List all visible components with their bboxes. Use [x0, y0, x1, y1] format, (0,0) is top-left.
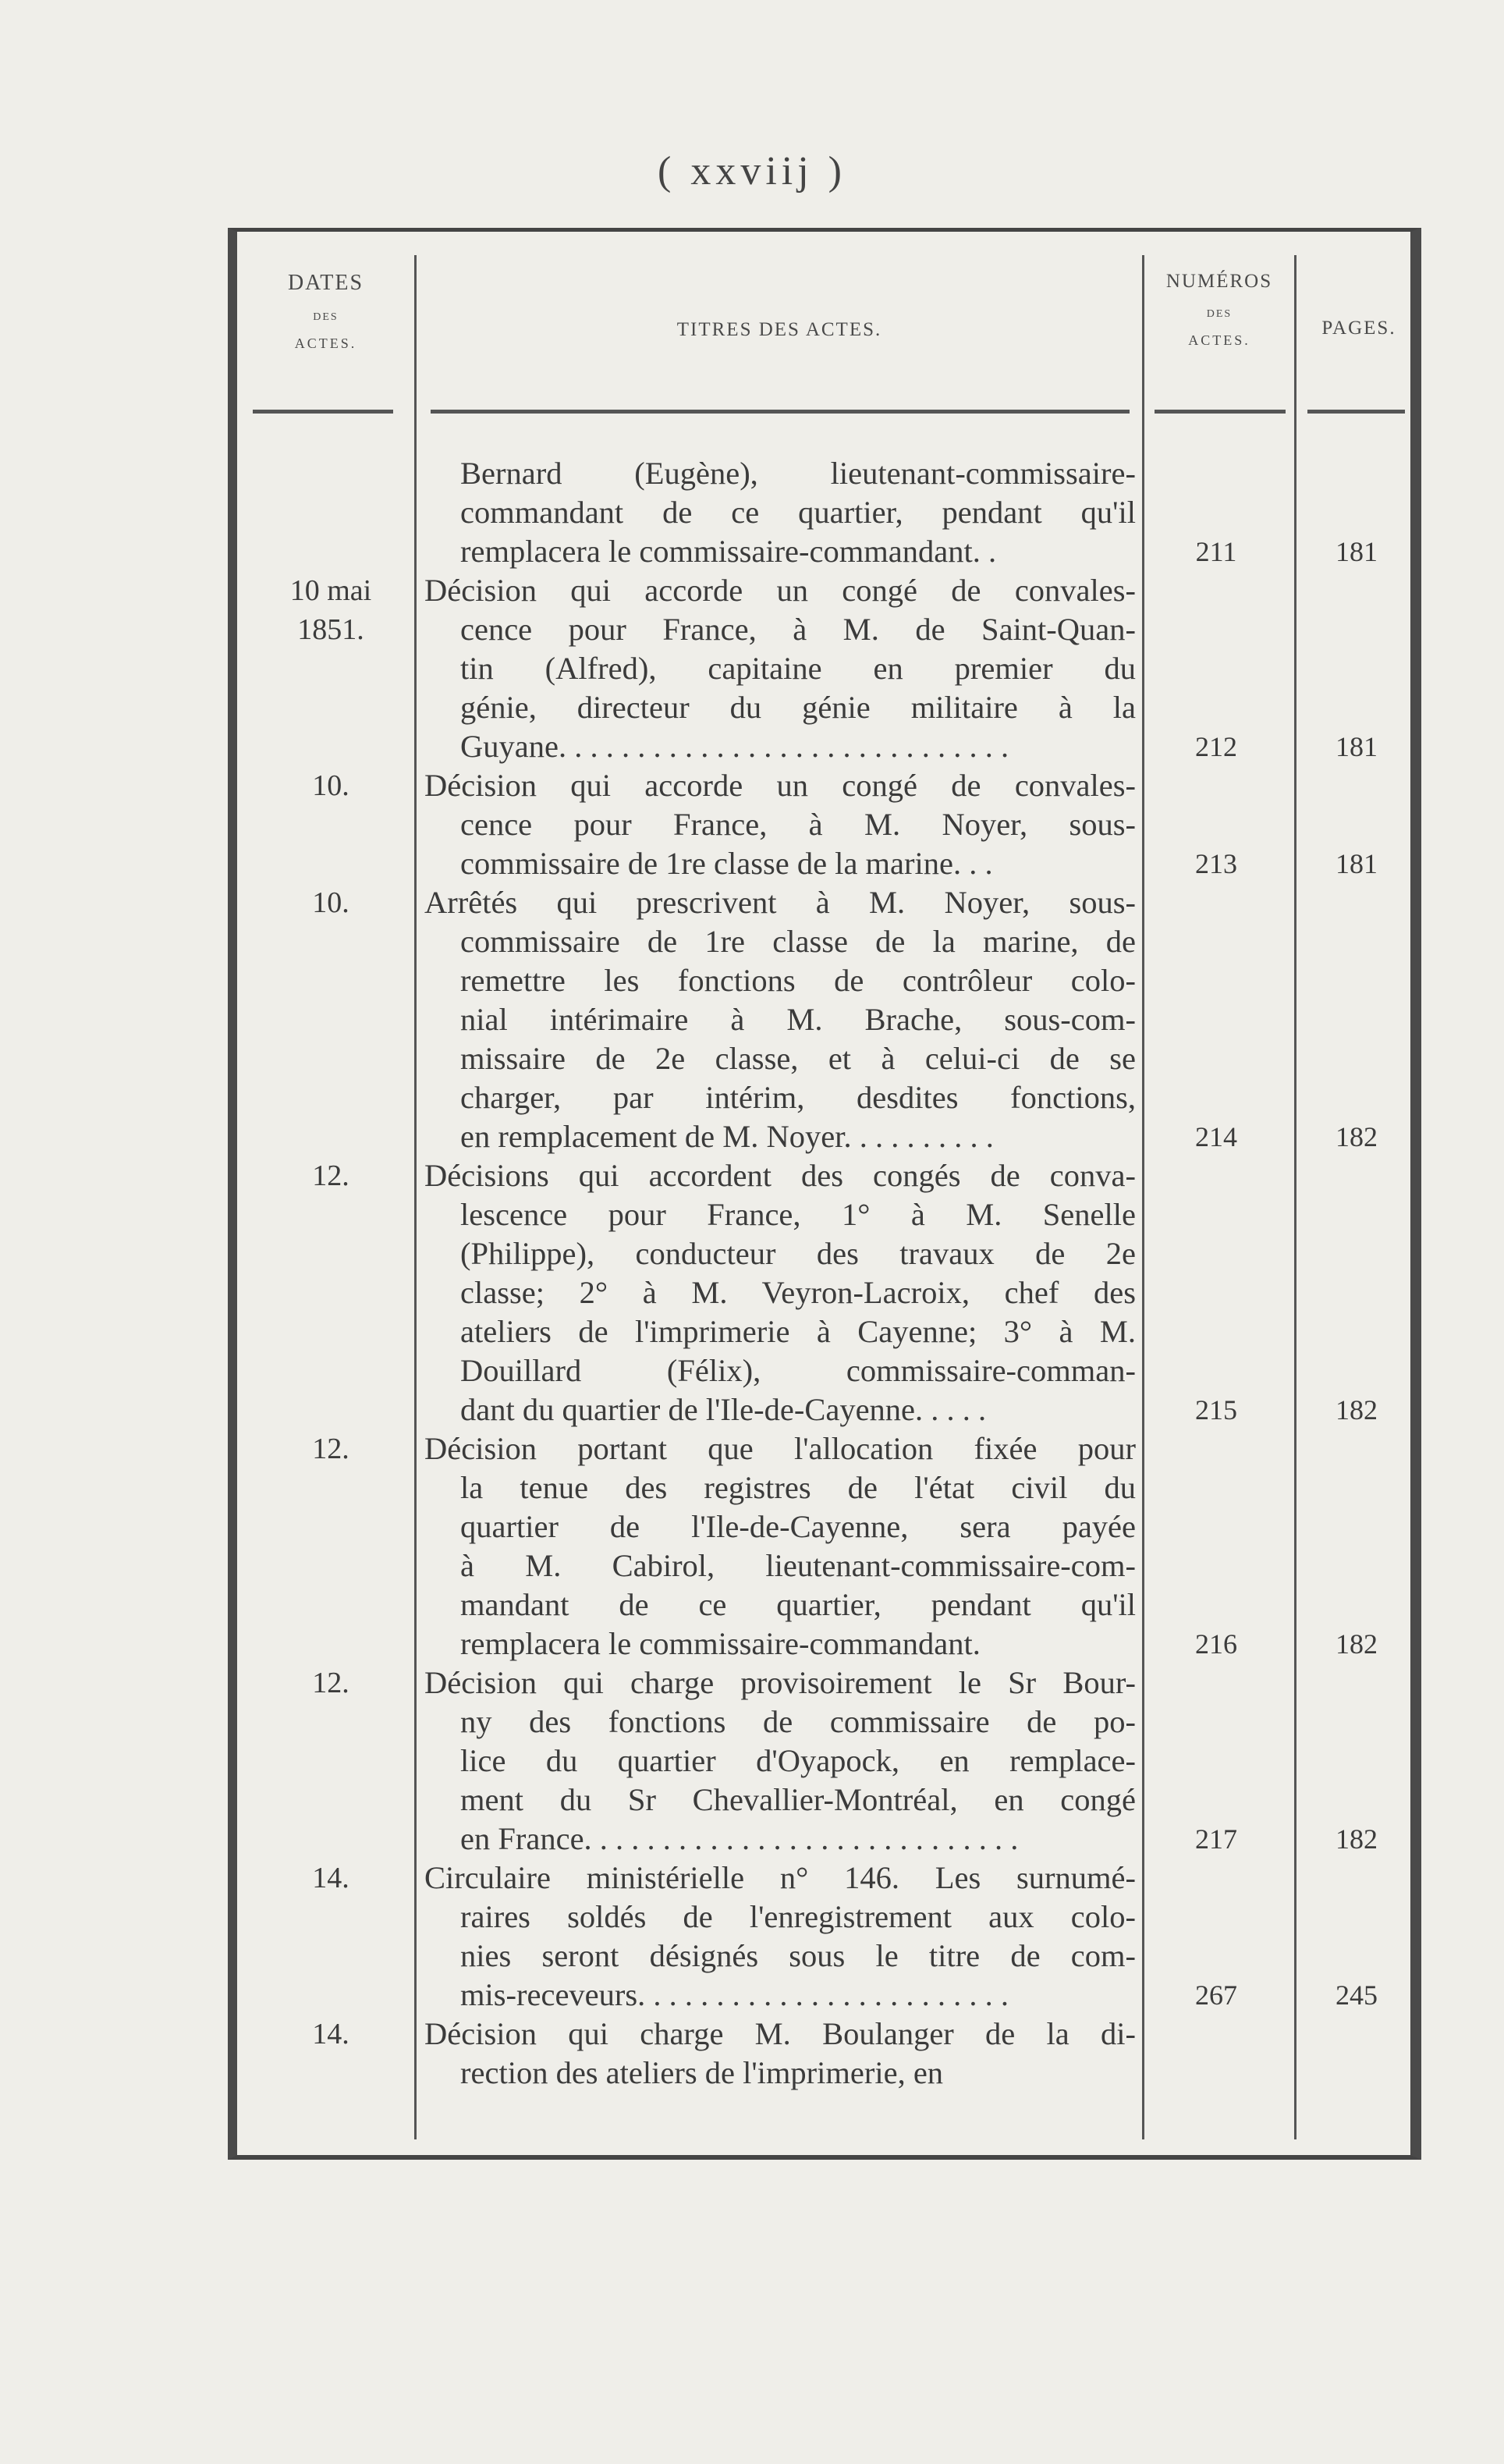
- header-dates: [237, 271, 414, 352]
- act-title-line: nial intérimaire à M. Brache, sous-com-: [460, 1002, 1136, 1037]
- register-table: [228, 228, 1421, 2160]
- act-title-line: dant du quartier de l'Ile-de-Cayenne. . . . .: [460, 1392, 987, 1427]
- act-title-line: commandant de ce quartier, pendant qu'il: [460, 495, 1136, 530]
- header-rule-dates: [253, 410, 393, 414]
- act-title-line: génie, directeur du génie militaire à la: [460, 690, 1136, 725]
- act-title-line: ny des fonctions de commissaire de po-: [460, 1704, 1136, 1739]
- act-number: 215: [1195, 1394, 1237, 1425]
- header-pages-text: PAGES.: [1321, 318, 1396, 339]
- act-title-line: cence pour France, à M. de Saint-Quan-: [460, 612, 1136, 647]
- act-number: 216: [1195, 1628, 1237, 1660]
- act-title-line: Décision qui charge provisoirement le Sr Bour-: [424, 1665, 1136, 1700]
- act-title-line: Guyane. . . . . . . . . . . . . . . . . . . . . . . . . . . . .: [460, 729, 1009, 764]
- act-page: 182: [1336, 1121, 1378, 1152]
- act-title-line: lice du quartier d'Oyapock, en remplace-: [460, 1743, 1136, 1778]
- header-titles: [417, 319, 1142, 341]
- act-title-line: raires soldés de l'enregistrement aux colo-: [460, 1899, 1136, 1934]
- act-number: 212: [1195, 731, 1237, 762]
- act-page: 181: [1336, 536, 1378, 567]
- act-date: 14.: [312, 2018, 349, 2050]
- header-dates-sub2: ACTES.: [294, 336, 357, 351]
- header-numbers: [1144, 271, 1294, 349]
- act-title-line: Décision qui accorde un congé de convales-: [424, 768, 1136, 803]
- act-date: 1851.: [297, 613, 364, 646]
- act-page: 181: [1336, 731, 1378, 762]
- act-title-line: la tenue des registres de l'état civil du: [460, 1470, 1136, 1505]
- header-numbers-sub: des: [1206, 304, 1233, 321]
- act-title-line: commissaire de 1re classe de la marine. . .: [460, 846, 993, 881]
- act-number: 267: [1195, 1979, 1237, 2011]
- act-title-line: Arrêtés qui prescrivent à M. Noyer, sous-: [424, 885, 1136, 920]
- act-title-line: mandant de ce quartier, pendant qu'il: [460, 1587, 1136, 1622]
- act-date: 12.: [312, 1433, 349, 1465]
- act-title-line: Décision portant que l'allocation fixée pour: [424, 1431, 1136, 1466]
- act-title-line: Décision qui accorde un congé de convales-: [424, 573, 1136, 608]
- act-title-line: quartier de l'Ile-de-Cayenne, sera payée: [460, 1509, 1136, 1544]
- act-title-line: remettre les fonctions de contrôleur colo-: [460, 963, 1136, 998]
- header-dates-main: DATES: [287, 271, 364, 295]
- act-title-line: remplacera le commissaire-commandant. .: [460, 534, 997, 569]
- act-title-line: nies seront désignés sous le titre de com-: [460, 1938, 1136, 1973]
- act-title-line: charger, par intérim, desdites fonctions,: [460, 1080, 1136, 1115]
- act-number: 214: [1195, 1121, 1237, 1152]
- act-title-line: ment du Sr Chevallier-Montréal, en congé: [460, 1782, 1136, 1817]
- page-header: ( xxviij ): [658, 149, 846, 193]
- act-date: 12.: [312, 1159, 349, 1192]
- act-title-line: commissaire de 1re classe de la marine, de: [460, 924, 1136, 959]
- act-date: 10.: [312, 886, 349, 919]
- header-numbers-main: NUMÉROS: [1165, 271, 1273, 292]
- act-title-line: en France. . . . . . . . . . . . . . . . . . . . . . . . . . . .: [460, 1821, 1019, 1856]
- act-page: 182: [1336, 1823, 1378, 1855]
- act-title-line: tin (Alfred), capitaine en premier du: [460, 651, 1136, 686]
- act-title-line: remplacera le commissaire-commandant.: [460, 1626, 981, 1661]
- header-pages: [1296, 318, 1421, 339]
- act-title-line: Bernard (Eugène), lieutenant-commissaire-: [460, 456, 1136, 491]
- act-title-line: lescence pour France, 1° à M. Senelle: [460, 1197, 1136, 1232]
- act-date: 10.: [312, 769, 349, 802]
- act-number: 213: [1195, 848, 1237, 879]
- act-page: 181: [1336, 848, 1378, 879]
- act-date: 12.: [312, 1667, 349, 1699]
- header-rule-pages: [1307, 410, 1405, 414]
- act-page: 182: [1336, 1628, 1378, 1660]
- act-page: 182: [1336, 1394, 1378, 1425]
- act-title-line: en remplacement de M. Noyer. . . . . . . . . .: [460, 1119, 994, 1154]
- act-title-line: à M. Cabirol, lieutenant-commissaire-com-: [460, 1548, 1136, 1583]
- act-title-line: Douillard (Félix), commissaire-comman-: [460, 1353, 1136, 1388]
- header-rule-numbers: [1155, 410, 1286, 414]
- act-title-line: rection des ateliers de l'imprimerie, en: [460, 2055, 944, 2090]
- act-date: 14.: [312, 1862, 349, 1894]
- act-title-line: ateliers de l'imprimerie à Cayenne; 3° à M.: [460, 1314, 1136, 1349]
- header-numbers-sub2: ACTES.: [1188, 332, 1250, 348]
- act-date: 10 mai: [289, 574, 372, 607]
- act-title-line: Décision qui charge M. Boulanger de la di-: [424, 2016, 1136, 2051]
- act-title-line: Décisions qui accordent des congés de conva-: [424, 1158, 1136, 1193]
- act-title-line: classe; 2° à M. Veyron-Lacroix, chef des: [460, 1275, 1136, 1310]
- act-title-line: Circulaire ministérielle n° 146. Les surnumé-: [424, 1860, 1136, 1895]
- act-title-line: missaire de 2e classe, et à celui-ci de se: [460, 1041, 1136, 1076]
- act-number: 211: [1195, 536, 1237, 567]
- column-divider-dates: [414, 255, 417, 2139]
- act-title-line: (Philippe), conducteur des travaux de 2e: [460, 1236, 1136, 1271]
- column-divider-titles: [1142, 255, 1144, 2139]
- header-titles-text: TITRES DES ACTES.: [676, 319, 882, 340]
- header-dates-sub: des: [313, 307, 339, 324]
- act-page: 245: [1336, 1979, 1378, 2011]
- header-rule-titles: [431, 410, 1130, 414]
- act-title-line: mis-receveurs. . . . . . . . . . . . . . . . . . . . . . . .: [460, 1977, 1009, 2012]
- act-number: 217: [1195, 1823, 1237, 1855]
- act-title-line: cence pour France, à M. Noyer, sous-: [460, 807, 1136, 842]
- titles-column: [424, 454, 1136, 2093]
